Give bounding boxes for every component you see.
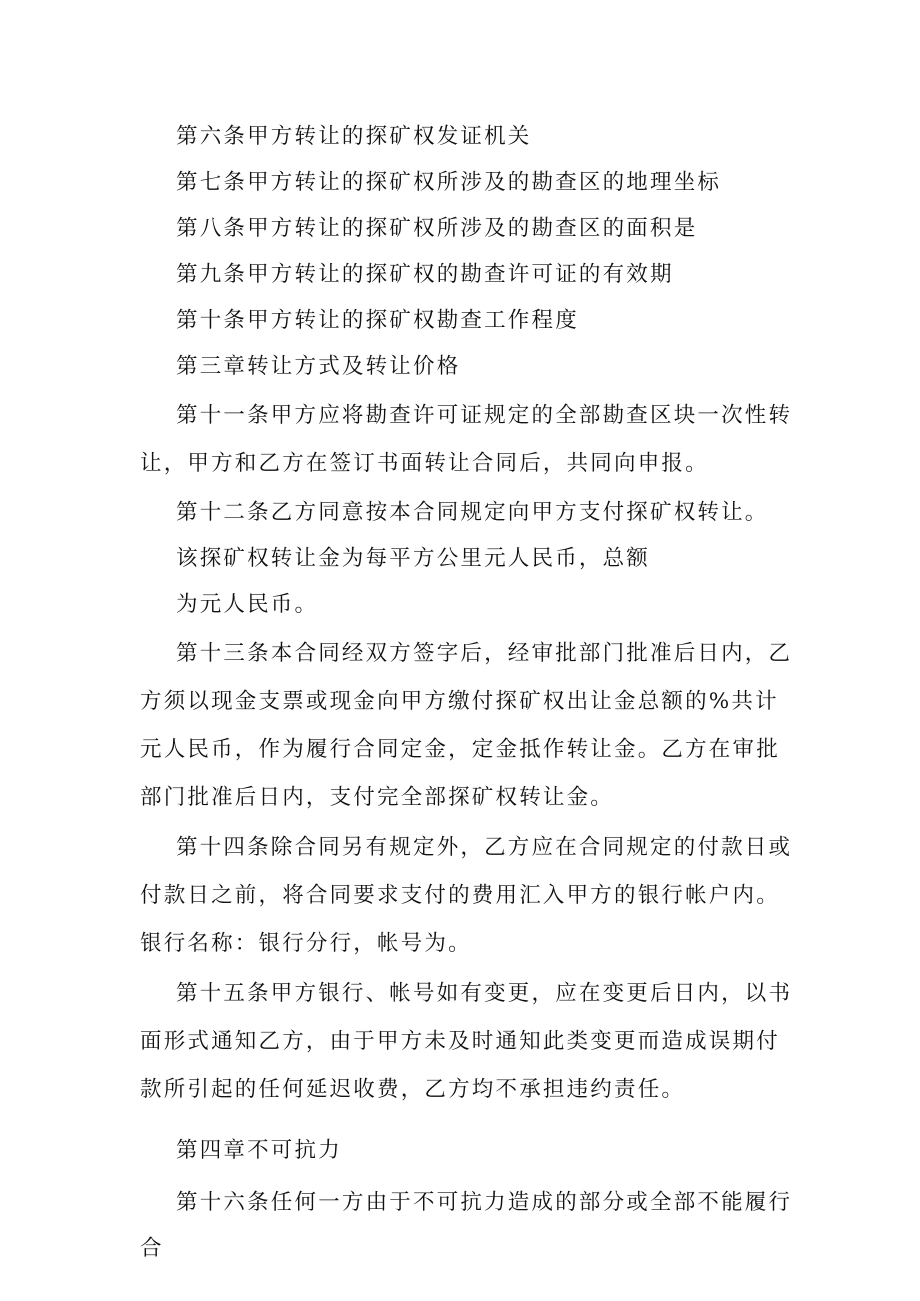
- article-11: 第十一条甲方应将勘查许可证规定的全部勘查区块一次性转让，甲方和乙方在签订书面转让合同后，共同向申报。: [140, 403, 793, 476]
- total-amount-line: 为元人民币。: [176, 592, 319, 617]
- article-15: 第十五条甲方银行、帐号如有变更，应在变更后日内，以书面形式通知乙方，由于甲方未及时通知此类变更而造成误期付款所引起的任何延迟收费，乙方均不承担违约责任。: [140, 981, 793, 1102]
- chapter-3-heading: 第三章转让方式及转让价格: [176, 354, 461, 379]
- article-14: 第十四条除合同另有规定外，乙方应在合同规定的付款日或付款日之前，将合同要求支付的费用汇入甲方的银行帐户内。银行名称：银行分行，帐号为。: [140, 835, 793, 956]
- article-10: 第十条甲方转让的探矿权勘查工作程度: [176, 308, 579, 333]
- article-13: 第十三条本合同经双方签字后，经审批部门批准后日内，乙方须以现金支票或现金向甲方缴付探矿权出让金总额的%共计元人民币，作为履行合同定金，定金抵作转让金。乙方在审批部门批准后日内，支付完全部探矿权转让金。: [140, 641, 793, 810]
- article-16: 第十六条任何一方由于不可抗力造成的部分或全部不能履行合: [140, 1190, 793, 1261]
- chapter-4-heading: 第四章不可抗力: [176, 1138, 342, 1163]
- document-body: [140, 114, 800, 1272]
- article-9: 第九条甲方转让的探矿权的勘查许可证的有效期: [176, 262, 674, 287]
- article-7: 第七条甲方转让的探矿权所涉及的勘查区的地理坐标: [176, 170, 722, 195]
- transfer-fee-line: 该探矿权转让金为每平方公里元人民币，总额: [176, 546, 651, 571]
- article-6: 第六条甲方转让的探矿权发证机关: [176, 124, 532, 149]
- article-8: 第八条甲方转让的探矿权所涉及的勘查区的面积是: [176, 216, 698, 241]
- article-12: 第十二条乙方同意按本合同规定向甲方支付探矿权转让。: [176, 500, 769, 525]
